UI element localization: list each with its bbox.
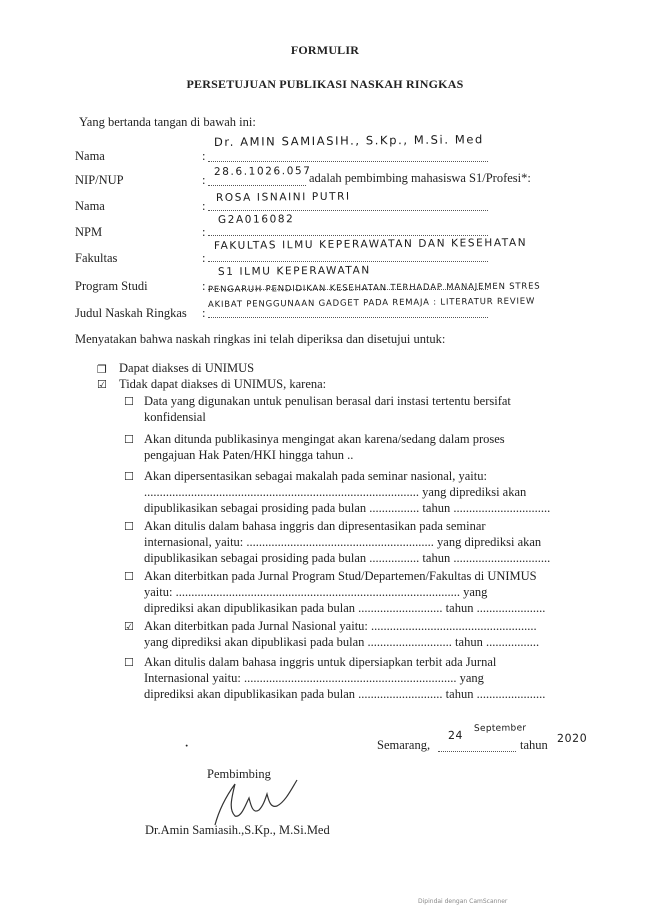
signature-name: Dr.Amin Samiasih.,S.Kp., M.Si.Med [145, 823, 330, 837]
date-year: 2020 [556, 731, 588, 745]
npm-line [208, 234, 488, 236]
reason-checkbox[interactable]: ☑ [124, 620, 134, 633]
reason-checkbox[interactable]: ☐ [124, 656, 134, 669]
reason-text-line2: pengajuan Hak Paten/HKI hingga tahun .. [144, 448, 354, 462]
place-label: Semarang, [377, 738, 431, 752]
nip-line [208, 184, 306, 186]
reason-checkbox[interactable]: ☐ [124, 470, 134, 483]
prodi-value: S1 ILMU KEPERAWATAN [217, 264, 371, 278]
date-day: 24 [447, 728, 463, 742]
nama-value: Dr. AMIN SAMIASIH., S.Kp., M.Si. Med [213, 132, 484, 149]
reason-item [122, 619, 614, 655]
npm-label: NPM [75, 225, 103, 239]
prodi-colon: : [202, 279, 206, 293]
judul-colon: : [202, 306, 206, 320]
judul-value-line2: AKIBAT PENGGUNAAN GADGET PADA REMAJA : LITERATUR REVIEW [207, 296, 536, 310]
opt1-label: Dapat diakses di UNIMUS [119, 361, 255, 375]
year-label: tahun [520, 738, 548, 752]
judul-label: Judul Naskah Ringkas [75, 306, 187, 320]
npm-colon: : [202, 225, 206, 239]
reason-text-line3: diprediksi akan dipublikasikan pada bulan ........................... tahun ...................... [144, 601, 546, 615]
reason-text-line3: diprediksi akan dipublikasikan pada bulan ........................... tahun ...................... [144, 687, 546, 701]
reason-text-line1: Akan ditulis dalam bahasa inggris dan dipresentasikan pada seminar [144, 519, 486, 533]
signature-role: Pembimbing [207, 767, 271, 781]
reason-checkbox[interactable]: ☐ [124, 395, 134, 408]
reason-text-line2: konfidensial [144, 410, 206, 424]
intro-text: Yang bertanda tangan di bawah ini: [79, 115, 256, 129]
reason-text-line1: Data yang digunakan untuk penulisan berasal dari instasi tertentu bersifat [144, 394, 511, 408]
date-month: September [473, 723, 527, 734]
prodi-label: Program Studi [75, 279, 148, 293]
reason-text-line2: yang diprediksi akan dipublikasi pada bulan ........................... tahun ................. [144, 635, 540, 649]
npm-value: G2A016082 [217, 213, 295, 226]
signature-mark [205, 770, 315, 830]
reason-text-line1: Akan diterbitkan pada Jurnal Program Stud/Departemen/Fakultas di UNIMUS [144, 569, 537, 583]
reason-item [122, 569, 614, 619]
reason-text-line2: yaitu: ........................................................................................... yang [144, 585, 488, 599]
nama-mahasiswa-line [208, 209, 488, 211]
form-subtitle: PERSETUJUAN PUBLIKASI NASKAH RINGKAS [186, 77, 464, 91]
nama-mahasiswa-label: Nama [75, 199, 105, 213]
reason-text-line1: Akan ditulis dalam bahasa inggris untuk dipersiapkan terbit ada Jurnal [144, 655, 497, 669]
fakultas-value: FAKULTAS ILMU KEPERAWATAN DAN KESEHATAN [213, 236, 528, 252]
nama-mahasiswa-value: ROSA ISNAINI PUTRI [215, 190, 351, 204]
nama-colon: : [202, 149, 206, 163]
judul-line [208, 316, 488, 318]
reason-checkbox[interactable]: ☐ [124, 433, 134, 446]
reason-text-line3: dipublikasikan sebagai prosiding pada bulan ................ tahun ............................... [144, 501, 551, 515]
reason-text-line2: ........................................................................................ yang diprediksi akan [144, 485, 527, 499]
fakultas-line [208, 260, 488, 262]
reason-checkbox[interactable]: ☐ [124, 520, 134, 533]
nip-suffix: adalah pembimbing mahasiswa S1/Profesi*: [309, 171, 531, 185]
reason-item [122, 469, 614, 519]
checkbox-opt1[interactable]: ❐ [97, 363, 107, 376]
reason-text-line1: Akan diterbitkan pada Jurnal Nasional yaitu: ..................................................... [144, 619, 537, 633]
nama-line [208, 160, 488, 162]
reason-text-line2: Internasional yaitu: .................................................................... yang [144, 671, 484, 685]
form-title: FORMULIR [290, 43, 360, 57]
nip-colon: : [202, 173, 206, 187]
fakultas-label: Fakultas [75, 251, 118, 265]
judul-value-line1: PENGARUH PENDIDIKAN KESEHATAN TERHADAP MANAJEMEN STRES [207, 281, 541, 295]
reason-item [122, 394, 614, 432]
reason-text-line2: internasional, yaitu: ............................................................ yang diprediksi akan [144, 535, 542, 549]
reason-item [122, 432, 614, 469]
opt2-label: Tidak dapat diakses di UNIMUS, karena: [119, 377, 327, 391]
scanner-note: Dipindai dengan CamScanner [418, 898, 508, 905]
nip-label: NIP/NUP [75, 173, 124, 187]
bullet-mark: · [184, 738, 190, 755]
checkbox-opt2[interactable]: ☑ [97, 378, 107, 391]
date-line [438, 750, 516, 752]
reason-checkbox[interactable]: ☐ [124, 570, 134, 583]
nip-value: 28.6.1026.057 [213, 164, 312, 178]
reasons-list [122, 394, 614, 705]
nama-label: Nama [75, 149, 105, 163]
reason-item [122, 519, 614, 569]
reason-text-line1: Akan ditunda publikasinya mengingat akan karena/sedang dalam proses [144, 432, 505, 446]
reason-item [122, 655, 614, 705]
nama-mahasiswa-colon: : [202, 199, 206, 213]
reason-text-line3: dipublikasikan sebagai prosiding pada bulan ................ tahun ............................... [144, 551, 551, 565]
statement-text: Menyatakan bahwa naskah ringkas ini telah diperiksa dan disetujui untuk: [75, 332, 446, 346]
fakultas-colon: : [202, 251, 206, 265]
reason-text-line1: Akan dipersentasikan sebagai makalah pada seminar nasional, yaitu: [144, 469, 487, 483]
